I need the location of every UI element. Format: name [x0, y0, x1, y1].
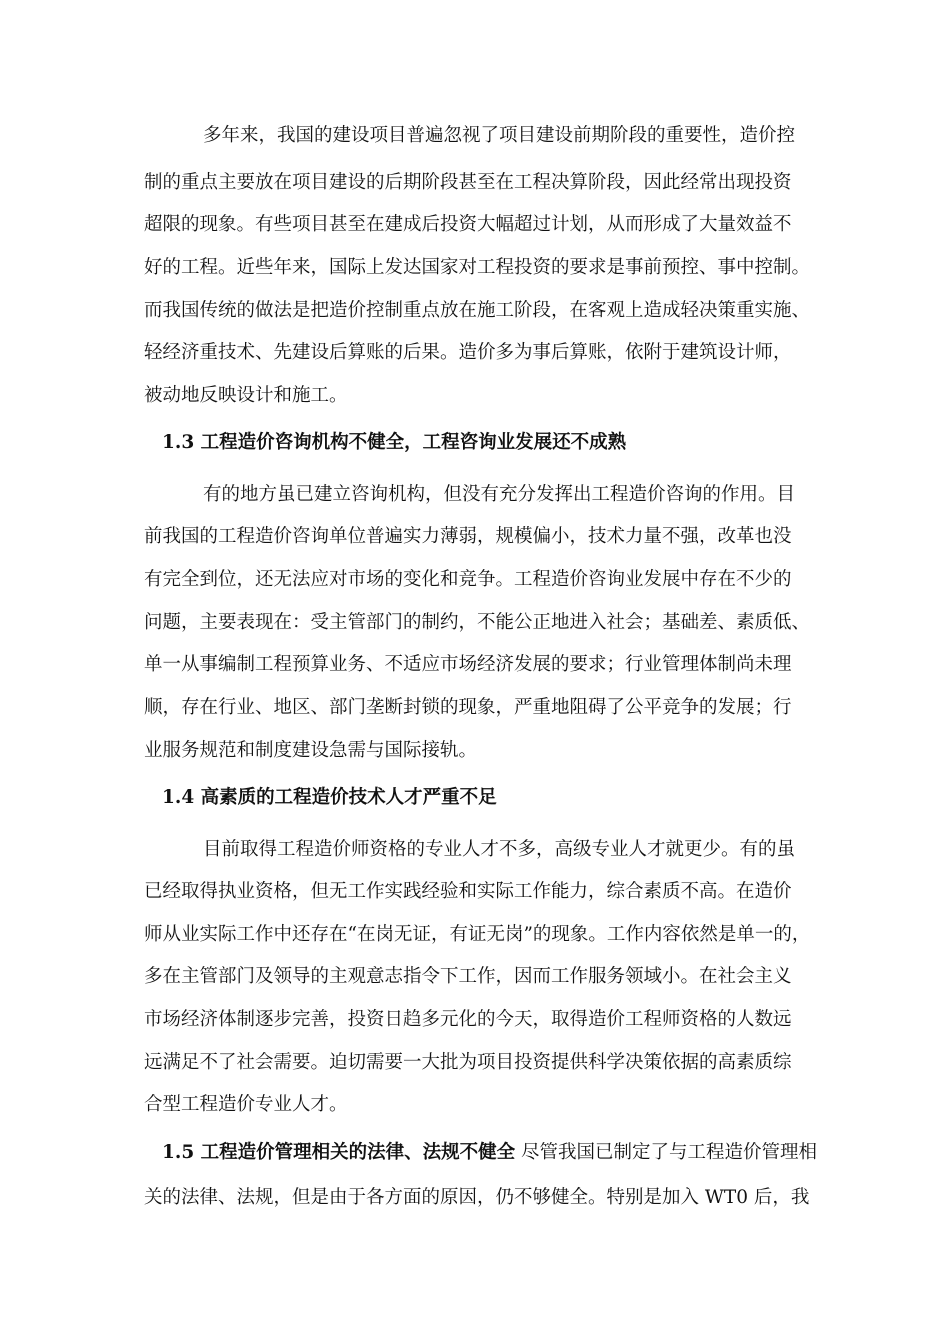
text-line: 轻经济重技术、先建设后算账的后果。造价多为事后算账，依附于建筑设计师，	[144, 342, 792, 363]
text-line: 多在主管部门及领导的主观意志指令下工作，因而工作服务领域小。在社会主义	[144, 966, 792, 987]
text-line: 远满足不了社会需要。迫切需要一大批为项目投资提供科学决策依据的高素质综	[144, 1052, 792, 1073]
text-line: 被动地反映设计和施工。	[144, 385, 348, 406]
text-line: 已经取得执业资格，但无工作实践经验和实际工作能力，综合素质不高。在造价	[144, 881, 792, 902]
section-heading-1-3: 1.3 工程造价咨询机构不健全，工程咨询业发展还不成熟	[162, 432, 627, 453]
text-line: 单一从事编制工程预算业务、不适应市场经济发展的要求；行业管理体制尚未理	[144, 654, 792, 675]
text-line: 关的法律、法规，但是由于各方面的原因，仍不够健全。特别是加入 WT0 后，我	[144, 1187, 810, 1208]
text-line: 业服务规范和制度建设急需与国际接轨。	[144, 740, 478, 761]
text-line: 有完全到位，还无法应对市场的变化和竞争。工程造价咨询业发展中存在不少的	[144, 569, 792, 590]
text-line: 好的工程。近些年来，国际上发达国家对工程投资的要求是事前预控、事中控制。	[144, 257, 811, 278]
text-line: 问题，主要表现在：受主管部门的制约，不能公正地进入社会；基础差、素质低、	[144, 612, 811, 633]
section-heading-1-5: 1.5 工程造价管理相关的法律、法规不健全	[162, 1142, 516, 1163]
text-line: 超限的现象。有些项目甚至在建成后投资大幅超过计划，从而形成了大量效益不	[144, 214, 792, 235]
text-line: 师从业实际工作中还存在“在岗无证，有证无岗”的现象。工作内容依然是单一的，	[144, 924, 811, 945]
section-heading-1-4: 1.4 高素质的工程造价技术人才严重不足	[162, 787, 497, 808]
text-run: 尽管我国已制定了与工程造价管理相	[515, 1142, 818, 1163]
text-line: 而我国传统的做法是把造价控制重点放在施工阶段，在客观上造成轻决策重实施、	[144, 300, 811, 321]
text-line: 有的地方虽已建立咨询机构，但没有充分发挥出工程造价咨询的作用。目	[203, 484, 796, 505]
text-line: 市场经济体制逐步完善，投资日趋多元化的今天，取得造价工程师资格的人数远	[144, 1009, 792, 1030]
text-line: 制的重点主要放在项目建设的后期阶段甚至在工程决算阶段，因此经常出现投资	[144, 172, 792, 193]
text-line: 合型工程造价专业人才。	[144, 1094, 348, 1115]
section-1-5-first-line	[162, 1141, 817, 1165]
text-line: 顺，存在行业、地区、部门垄断封锁的现象，严重地阻碍了公平竞争的发展；行	[144, 697, 792, 718]
text-line: 多年来，我国的建设项目普遍忽视了项目建设前期阶段的重要性，造价控	[203, 125, 796, 146]
text-line: 前我国的工程造价咨询单位普遍实力薄弱，规模偏小，技术力量不强，改革也没	[144, 526, 792, 547]
text-line: 目前取得工程造价师资格的专业人才不多，高级专业人才就更少。有的虽	[203, 839, 796, 860]
